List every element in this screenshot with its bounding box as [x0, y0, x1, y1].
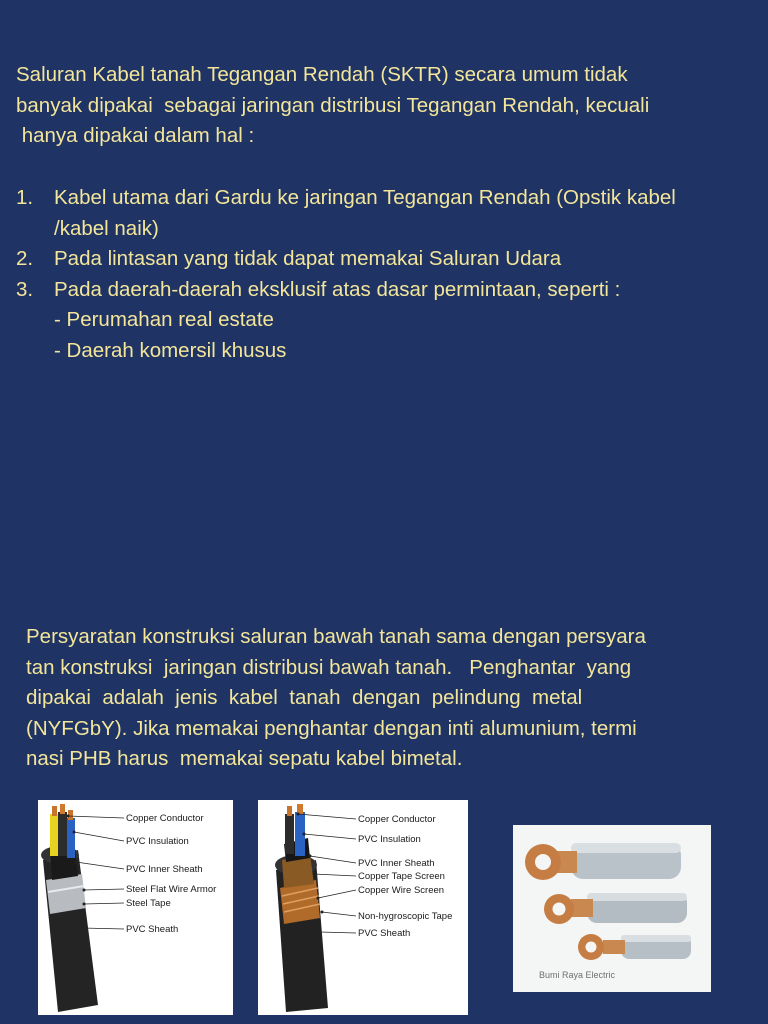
list-item — [16, 183, 756, 244]
cable2-label: PVC Sheath — [358, 928, 411, 939]
requirements-line: Persyaratan konstruksi saluran bawah tanah sama dengan persyara — [26, 625, 646, 648]
cable2-label: Copper Wire Screen — [358, 885, 445, 896]
cable-screened-diagram — [258, 800, 468, 1015]
intro-line: Saluran Kabel tanah Tegangan Rendah (SKTR) secara umum tidak — [16, 63, 628, 86]
cable-armored-illustration — [38, 800, 233, 1015]
list-item-text: Pada daerah-daerah eksklusif atas dasar permintaan, seperti : — [54, 277, 621, 301]
sub-list-item: - Daerah komersil khusus — [54, 338, 287, 362]
list-item-text: Pada lintasan yang tidak dapat memakai Saluran Udara — [54, 247, 562, 270]
cable2-label: Non-hygroscopic Tape — [358, 911, 453, 922]
intro-line: hanya dipakai dalam hal : — [16, 124, 255, 147]
intro-line: banyak dipakai sebagai jaringan distribusi Tegangan Rendah, kecuali — [16, 93, 650, 117]
requirements-line: (NYFGbY). Jika memakai penghantar dengan inti alumunium, termi — [26, 716, 637, 740]
requirements-line: dipakai adalah jenis kabel tanah dengan pelindung metal — [26, 686, 583, 709]
requirements-paragraph — [26, 622, 756, 775]
lug-photo-watermark: Bumi Raya Electric — [539, 970, 616, 980]
list-number: 2. — [16, 247, 34, 270]
list-number: 1. — [16, 186, 34, 209]
cable1-label: PVC Insulation — [126, 836, 189, 847]
list-number: 3. — [16, 277, 34, 301]
bimetal-lug-photo — [513, 825, 711, 992]
list-item — [16, 244, 756, 275]
intro-paragraph — [16, 60, 756, 152]
cable2-label: Copper Conductor — [358, 814, 436, 825]
cable-screened-illustration — [258, 800, 468, 1015]
list-item-text: Kabel utama dari Gardu ke jaringan Tegangan Rendah (Opstik kabel — [54, 186, 676, 209]
cable1-label: PVC Inner Sheath — [126, 864, 203, 875]
sub-list-item: - Perumahan real estate — [54, 308, 274, 331]
cable1-label: PVC Sheath — [126, 924, 179, 935]
cable1-label: Steel Tape — [126, 898, 171, 909]
list-item-text: /kabel naik) — [54, 216, 159, 240]
cable-armored-diagram — [38, 800, 233, 1015]
cable2-label: Copper Tape Screen — [358, 871, 445, 882]
requirements-line: tan konstruksi jaringan distribusi bawah tanah. Penghantar yang — [26, 655, 632, 679]
usage-list — [16, 183, 756, 366]
cable1-label: Steel Flat Wire Armor — [126, 884, 217, 895]
cable1-label: Copper Conductor — [126, 813, 204, 824]
list-item — [16, 275, 756, 367]
bimetal-lug-illustration — [513, 825, 711, 992]
requirements-line: nasi PHB harus memakai sepatu kabel bimetal. — [26, 747, 463, 770]
cable2-label: PVC Insulation — [358, 834, 421, 845]
cable2-label: PVC Inner Sheath — [358, 858, 435, 869]
